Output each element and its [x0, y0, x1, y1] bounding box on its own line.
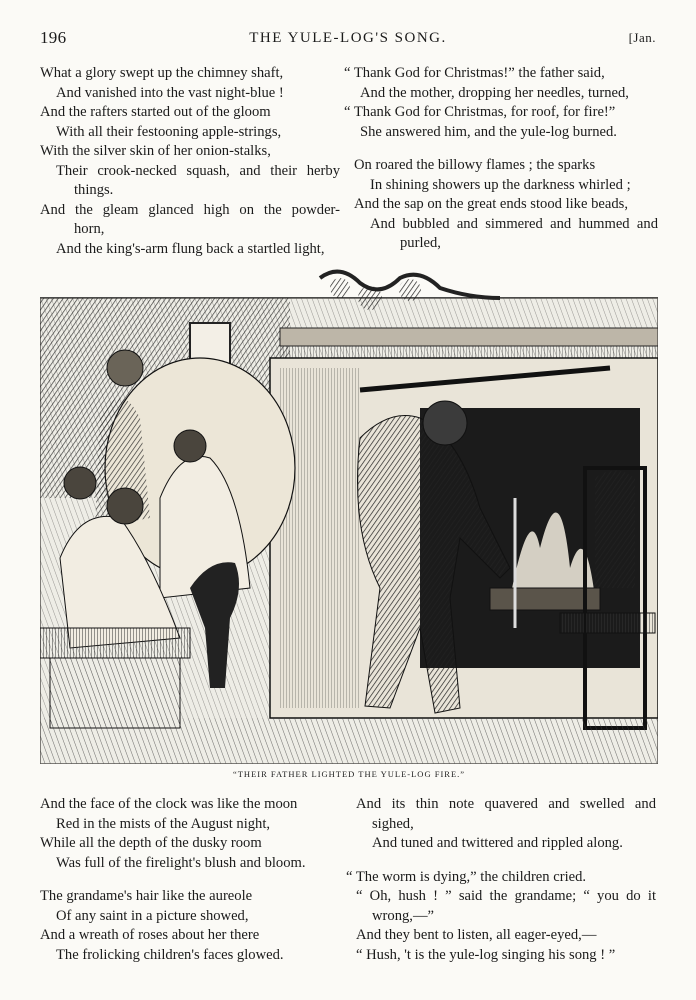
verse-line: Was full of the firelight's blush and bloom.	[56, 854, 306, 871]
verse-line: With all their festooning apple-strings,	[56, 123, 282, 140]
verse-line: wrong,—”	[372, 907, 435, 924]
verse-line: She answered him, and the yule-log burned.	[360, 123, 617, 140]
page-header	[40, 28, 656, 52]
poem-column-top-left	[40, 64, 340, 259]
verse-line: In shining showers up the darkness whirled ;	[370, 176, 631, 193]
verse-line: And they bent to listen, all eager-eyed,—	[356, 927, 597, 943]
running-month: [Jan.	[628, 30, 656, 45]
verse-line: And its thin note quavered and swelled and	[356, 796, 656, 812]
verse-line: And the rafters started out of the gloom	[40, 104, 271, 120]
verse-line: Their crook-necked squash, and their herby	[56, 162, 340, 179]
verse-line: “ Hush, 't is the yule-log singing his song ! ”	[356, 946, 616, 963]
poem-column-bottom-left	[40, 795, 340, 965]
fireside-engraving	[40, 268, 658, 764]
verse-line: Of any saint in a picture showed,	[56, 907, 249, 924]
running-title: THE YULE-LOG'S SONG.	[249, 30, 447, 46]
page-number: 196	[40, 28, 67, 47]
verse-line: “ The worm is dying,” the children cried.	[346, 868, 587, 885]
verse-line: And the sap on the great ends stood like beads,	[354, 196, 628, 212]
verse-line: And the king's-arm flung back a startled light,	[56, 240, 325, 257]
verse-line: purled,	[400, 235, 441, 251]
verse-line: And the mother, dropping her needles, turned,	[360, 84, 629, 101]
verse-line: What a glory swept up the chimney shaft,	[40, 65, 284, 81]
verse-line: With the silver skin of her onion-stalks,	[40, 143, 271, 159]
poem-column-bottom-right	[346, 795, 656, 965]
verse-line: And a wreath of roses about her there	[40, 927, 260, 943]
illustration-caption: “THEIR FATHER LIGHTED THE YULE-LOG FIRE.”	[232, 769, 466, 779]
poem-column-top-right	[344, 64, 658, 254]
verse-line: “ Thank God for Christmas!” the father said,	[344, 65, 605, 81]
verse-line: The grandame's hair like the aureole	[40, 888, 253, 904]
verse-line: On roared the billowy flames ; the sparks	[354, 157, 596, 173]
verse-line: While all the depth of the dusky room	[40, 835, 262, 851]
verse-line: And the face of the clock was like the moon	[40, 796, 298, 812]
verse-line: And the gleam glanced high on the powder-	[40, 201, 340, 218]
verse-line: And vanished into the vast night-blue !	[56, 84, 284, 101]
verse-line: sighed,	[372, 815, 414, 832]
verse-line: horn,	[74, 221, 105, 237]
verse-line: things.	[74, 182, 114, 198]
verse-line: And bubbled and simmered and hummed and	[370, 215, 658, 232]
verse-line: The frolicking children's faces glowed.	[56, 946, 284, 963]
verse-line: “ Thank God for Christmas, for roof, for fire!”	[344, 104, 616, 120]
yule-log-illustration	[40, 268, 658, 764]
verse-line: And tuned and twittered and rippled along.	[372, 835, 623, 851]
verse-line: Red in the mists of the August night,	[56, 815, 271, 832]
verse-line: “ Oh, hush ! ” said the grandame; “ you do it	[356, 888, 656, 904]
